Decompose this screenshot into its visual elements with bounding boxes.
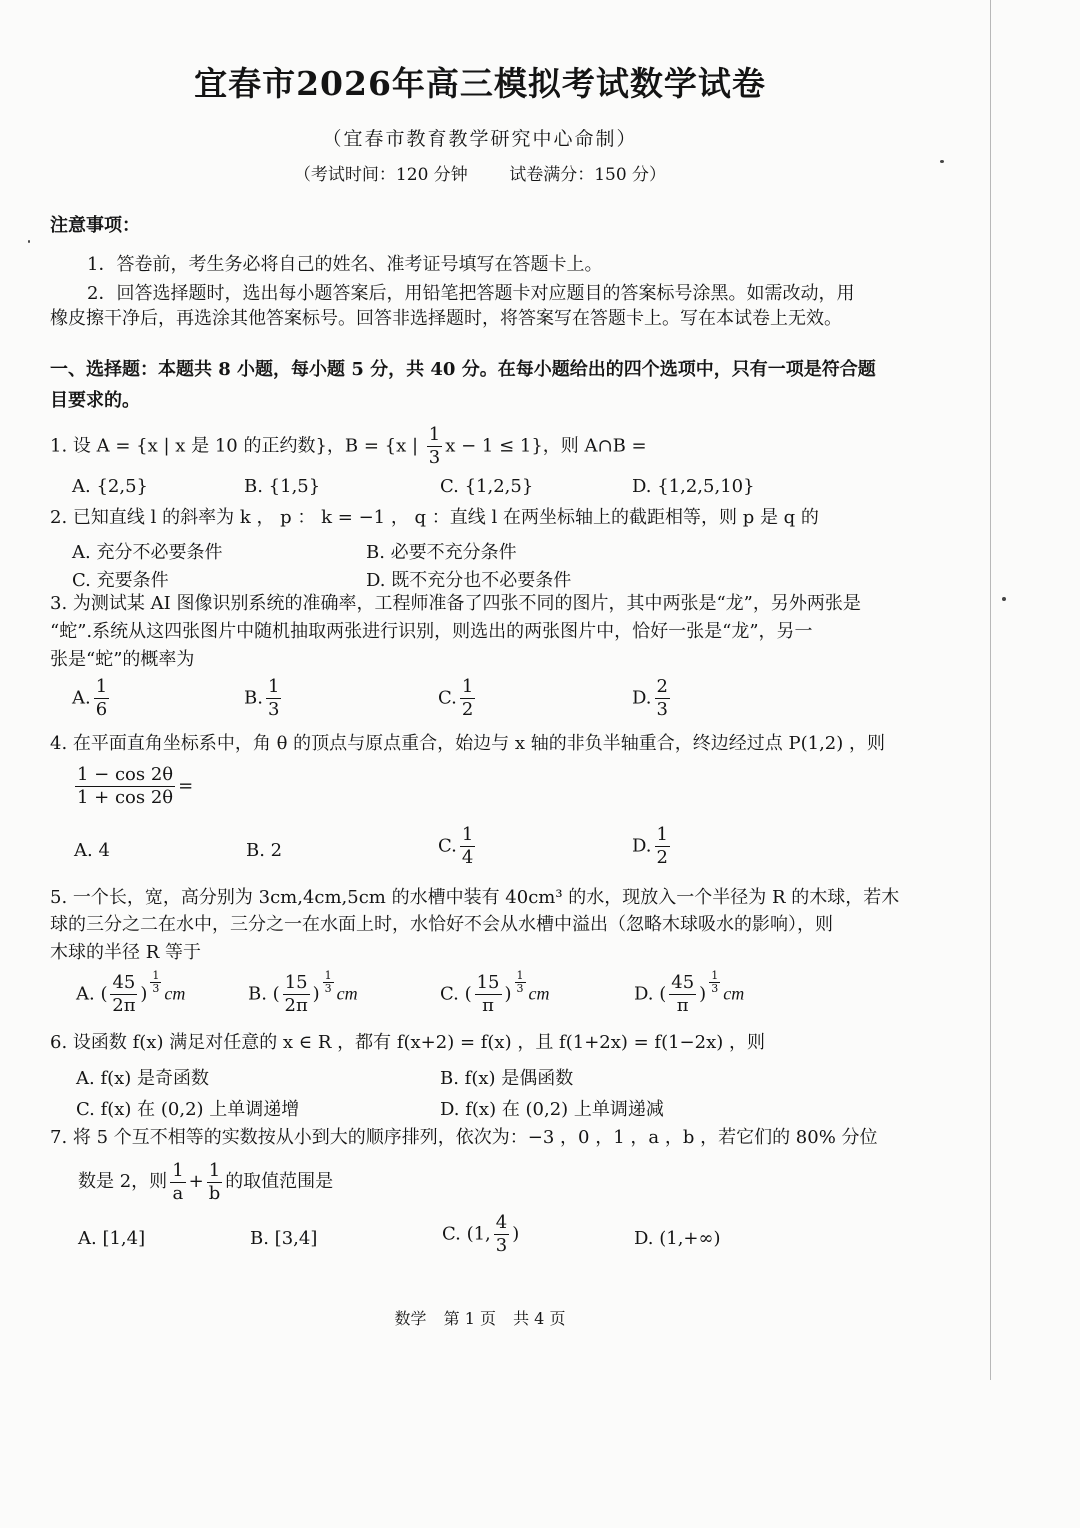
option-fraction bbox=[475, 972, 502, 1017]
unit-label: cm bbox=[336, 983, 358, 1004]
fraction-denominator: π bbox=[482, 995, 494, 1016]
unit-label: cm bbox=[528, 983, 550, 1004]
fraction-denominator: 2π bbox=[112, 995, 136, 1016]
fraction-numerator: 1 bbox=[461, 676, 474, 697]
scan-speck bbox=[28, 240, 30, 243]
q7-option-a[interactable]: A. [1,4] bbox=[78, 1228, 146, 1249]
fraction-denominator: 3 bbox=[656, 699, 668, 720]
exam-score: 试卷满分：150 分） bbox=[509, 165, 667, 185]
fraction-numerator: 15 bbox=[284, 972, 308, 993]
q5-option-a[interactable]: A. ( $\frac{45}{2\pi}$ ) $\frac{1}{3}$ cm bbox=[76, 969, 186, 1016]
fraction-denominator: a bbox=[172, 1182, 184, 1204]
exponent-fraction bbox=[709, 970, 720, 995]
exam-subtitle: （宜春市教育教学研究中心命制） bbox=[322, 128, 638, 150]
scan-speck bbox=[1002, 597, 1006, 601]
question-5-line1: 5. 一个长，宽，高分别为 3cm,4cm,5cm 的水槽中装有 40cm³ 的水，现放入一个半径为 R 的木球，若木 bbox=[50, 887, 900, 908]
q2-option-a[interactable]: A. 充分不必要条件 bbox=[72, 542, 223, 563]
question-3-line3: 张是“蛇”的概率为 bbox=[50, 649, 195, 670]
option-label: D. bbox=[634, 983, 654, 1005]
q3-option-a[interactable] bbox=[72, 676, 112, 721]
q2-option-b[interactable]: B. 必要不充分条件 bbox=[366, 542, 517, 563]
question-7-line1: 7. 将 5 个互不相等的实数按从小到大的顺序排列，依次为：−3 ，0 ，1 ，a ，b ，若它们的 80% 分位 bbox=[50, 1127, 878, 1148]
notice-heading: 注意事项： bbox=[50, 215, 140, 236]
fraction-denominator: b bbox=[208, 1182, 221, 1204]
option-label: B. bbox=[248, 983, 267, 1005]
question-7-line2 bbox=[78, 1158, 333, 1206]
q6-option-a[interactable]: A. f(x) 是奇函数 bbox=[76, 1068, 210, 1089]
option-fraction bbox=[110, 972, 137, 1017]
q6-option-d[interactable]: D. f(x) 在 (0,2) 上单调递减 bbox=[440, 1099, 664, 1120]
plus-sign: + bbox=[188, 1171, 204, 1192]
q4-expression bbox=[72, 764, 193, 809]
q1-option-d[interactable]: D. {1,2,5,10} bbox=[632, 476, 755, 497]
fraction-numerator: 45 bbox=[671, 972, 695, 993]
fraction-numerator: 1 bbox=[152, 969, 160, 982]
option-fraction bbox=[460, 676, 475, 721]
option-fraction bbox=[460, 824, 475, 869]
fraction-numerator: 1 bbox=[428, 424, 441, 445]
q4-option-a[interactable]: A. 4 bbox=[74, 840, 110, 861]
q7-option-c[interactable] bbox=[442, 1212, 519, 1257]
notice-item-2-line1: 2．回答选择题时，选出每小题答案后，用铅笔把答题卡对应题目的答案标号涂黑。如需改动，用 bbox=[87, 283, 855, 304]
option-fraction bbox=[669, 972, 696, 1017]
q5-option-d[interactable]: D. ( $\frac{45}{\pi}$ ) $\frac{1}{3}$ cm bbox=[634, 969, 745, 1016]
fraction-denominator: 3 bbox=[711, 982, 719, 995]
fraction-denominator: 2 bbox=[656, 847, 668, 868]
fraction-numerator: 1 bbox=[324, 969, 332, 982]
option-fraction bbox=[283, 972, 310, 1017]
fraction-denominator: 4 bbox=[461, 847, 474, 868]
question-2-stem: 2. 已知直线 l 的斜率为 k ， p ： k = −1 ， q ：直线 l 在两坐标轴上的截距相等，则 p 是 q 的 bbox=[50, 507, 819, 528]
q5-option-c[interactable]: C. ( $\frac{15}{\pi}$ ) $\frac{1}{3}$ cm bbox=[440, 969, 550, 1016]
fraction-numerator: 1 bbox=[172, 1159, 184, 1181]
question-4-line1: 4. 在平面直角坐标系中，角 θ 的顶点与原点重合，始边与 x 轴的非负半轴重合，终边经过点 P(1,2) ，则 bbox=[50, 733, 885, 754]
q3-option-c[interactable] bbox=[438, 676, 478, 721]
exam-info bbox=[0, 160, 960, 185]
option-label: B. bbox=[244, 687, 263, 709]
q4-option-d[interactable] bbox=[632, 824, 673, 869]
option-label: C. bbox=[438, 687, 457, 709]
fraction-denominator: 3 bbox=[152, 982, 160, 995]
fraction-numerator: 1 bbox=[95, 676, 108, 697]
footer-total: 共 4 页 bbox=[513, 1309, 566, 1328]
notice-item-1: 1．答卷前，考生务必将自己的姓名、准考证号填写在答题卡上。 bbox=[87, 254, 603, 275]
q4-fraction bbox=[75, 764, 175, 809]
q1-option-a[interactable]: A. {2,5} bbox=[72, 476, 148, 497]
exam-title: 宜春市2026年高三模拟考试数学试卷 bbox=[194, 64, 766, 103]
q7-option-b[interactable]: B. [3,4] bbox=[250, 1228, 318, 1249]
fraction-denominator: 3 bbox=[516, 982, 524, 995]
fraction-numerator: 1 bbox=[516, 969, 524, 982]
option-label: D. bbox=[632, 835, 652, 857]
q4-option-b[interactable]: B. 2 bbox=[246, 840, 283, 861]
option-text: ) bbox=[512, 1223, 520, 1245]
question-5-line2: 球的三分之二在水中，三分之一在水面上时，水恰好不会从水槽中溢出（忽略木球吸水的影响），则 bbox=[50, 914, 833, 935]
fraction-denominator: 6 bbox=[95, 699, 108, 720]
exponent-fraction bbox=[323, 970, 334, 995]
fraction-numerator: 1 bbox=[711, 969, 719, 982]
fraction-denominator: 1 + cos 2θ bbox=[77, 787, 174, 808]
q7-text-part1: 数是 2，则 bbox=[78, 1171, 168, 1192]
fraction-numerator: 45 bbox=[112, 972, 136, 993]
fraction-numerator: 1 bbox=[656, 824, 668, 845]
option-fraction bbox=[494, 1212, 509, 1257]
notice-item-2-line2: 橡皮擦干净后，再选涂其他答案标号。回答非选择题时，将答案写在答题卡上。写在本试卷上无效。 bbox=[50, 308, 842, 329]
q3-option-d[interactable] bbox=[632, 676, 673, 721]
question-1-stem bbox=[50, 424, 647, 469]
fraction-numerator: 1 bbox=[461, 824, 474, 845]
fraction-numerator: 15 bbox=[476, 972, 500, 993]
exponent-fraction bbox=[150, 970, 161, 995]
q3-option-b[interactable] bbox=[244, 676, 284, 721]
section-heading-line2: 目要求的。 bbox=[50, 390, 140, 411]
option-fraction bbox=[94, 676, 109, 721]
fraction-denominator: 3 bbox=[267, 699, 280, 720]
unit-label: cm bbox=[723, 983, 745, 1004]
question-3-line2: “蛇”.系统从这四张图片中随机抽取两张进行识别，则选出的两张图片中，恰好一张是“龙”，另一 bbox=[50, 621, 813, 642]
q1-stem-part1: 1. 设 A = {x | x 是 10 的正约数}，B = {x | bbox=[50, 435, 424, 457]
section-heading-line1: 一、选择题：本题共 8 小题，每小题 5 分，共 40 分。在每小题给出的四个选项中，只有一项是符合题 bbox=[50, 359, 876, 380]
exam-time: （考试时间：120 分钟 bbox=[293, 165, 468, 185]
option-label: A. bbox=[72, 687, 91, 709]
footer-subject: 数学 bbox=[394, 1309, 427, 1328]
q6-option-b[interactable]: B. f(x) 是偶函数 bbox=[440, 1068, 574, 1089]
q1-option-b[interactable]: B. {1,5} bbox=[244, 476, 321, 497]
q5-option-b[interactable]: B. ( $\frac{15}{2\pi}$ ) $\frac{1}{3}$ cm bbox=[248, 969, 358, 1016]
option-text: C. (1, bbox=[442, 1223, 491, 1245]
option-fraction bbox=[655, 824, 670, 869]
q7-fraction-a bbox=[170, 1160, 185, 1205]
q1-fraction bbox=[427, 424, 442, 469]
exponent-fraction bbox=[515, 970, 526, 995]
question-6-stem: 6. 设函数 f(x) 满足对任意的 x ∈ R ，都有 f(x+2) = f(x) ，且 f(1+2x) = f(1−2x) ，则 bbox=[50, 1032, 765, 1053]
option-label: A. bbox=[76, 983, 95, 1005]
fraction-denominator: 2π bbox=[284, 995, 308, 1016]
footer-page: 第 1 页 bbox=[443, 1309, 496, 1328]
q7-fraction-b bbox=[207, 1160, 222, 1205]
fraction-denominator: 3 bbox=[324, 982, 332, 995]
equals-sign: = bbox=[178, 775, 194, 797]
question-5-line3: 木球的半径 R 等于 bbox=[50, 942, 201, 963]
fraction-denominator: 3 bbox=[495, 1235, 508, 1256]
fraction-denominator: π bbox=[676, 995, 689, 1016]
page-footer bbox=[0, 1306, 960, 1329]
fraction-denominator: 3 bbox=[428, 447, 441, 468]
option-label: C. bbox=[440, 983, 459, 1005]
unit-label: cm bbox=[164, 983, 186, 1004]
q2-option-d[interactable]: D. 既不充分也不必要条件 bbox=[366, 570, 572, 591]
q7-text-part2: 的取值范围是 bbox=[225, 1171, 334, 1192]
fraction-numerator: 1 bbox=[208, 1159, 221, 1181]
fraction-numerator: 1 bbox=[267, 676, 280, 697]
q1-option-c[interactable]: C. {1,2,5} bbox=[440, 476, 534, 497]
option-label: D. bbox=[632, 687, 652, 709]
q6-option-c[interactable]: C. f(x) 在 (0,2) 上单调递增 bbox=[76, 1099, 300, 1120]
question-3-line1: 3. 为测试某 AI 图像识别系统的准确率，工程师准备了四张不同的图片，其中两张是“龙”，另外两张是 bbox=[50, 593, 861, 614]
q7-option-d[interactable]: D. (1,+∞) bbox=[634, 1228, 721, 1249]
q2-option-c[interactable]: C. 充要条件 bbox=[72, 570, 169, 591]
option-label: C. bbox=[438, 835, 457, 857]
scan-edge-line bbox=[990, 0, 991, 1380]
fraction-numerator: 4 bbox=[495, 1212, 508, 1233]
q4-option-c[interactable] bbox=[438, 824, 478, 869]
q1-stem-part2: x − 1 ≤ 1}，则 A∩B = bbox=[445, 435, 647, 457]
fraction-denominator: 2 bbox=[461, 699, 474, 720]
option-fraction bbox=[266, 676, 281, 721]
option-fraction bbox=[655, 676, 670, 721]
fraction-numerator: 1 − cos 2θ bbox=[77, 764, 174, 785]
fraction-numerator: 2 bbox=[656, 676, 668, 697]
